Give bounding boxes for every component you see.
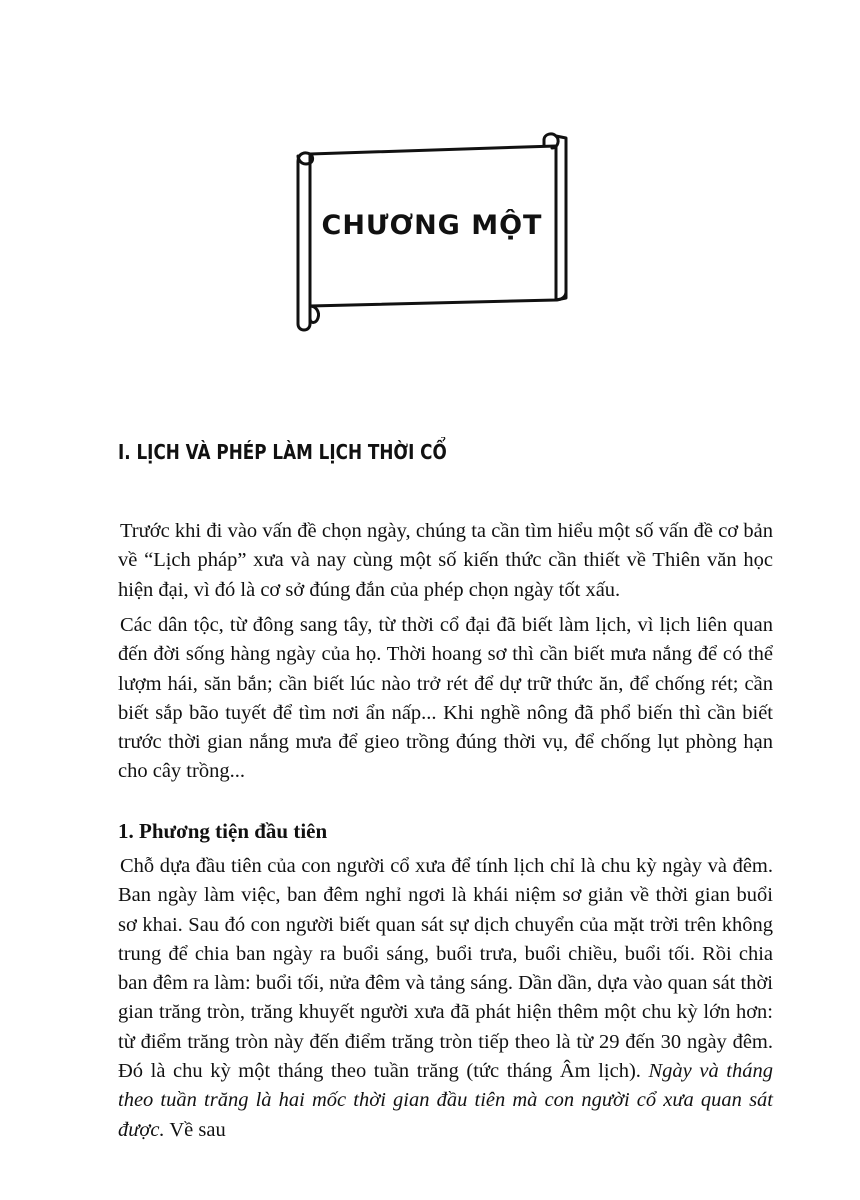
paragraph-tail: Về sau — [164, 1118, 226, 1141]
paragraph-history: Các dân tộc, từ đông sang tây, từ thời cổ đại đã biết làm lịch, vì lịch liên quan đến đời sống hàng ngày của họ. Thời hoang sơ thì cần biết mưa nắng để có thể lượm hái, săn bắn; cần biết lúc nào trở rét để dự trữ thức ăn, để chống rét; cần biết sắp bão tuyết để tìm nơi ẩn nấp... Khi nghề nông đã phổ biến thì cần biết trước thời gian nắng mưa để gieo trồng đúng thời vụ, để chống lụt phòng hạn cho cây trồng... — [118, 614, 773, 783]
subsection-heading: 1. Phương tiện đầu tiên — [118, 819, 328, 843]
paragraph-text: Chỗ dựa đầu tiên của con người cổ xưa để tính lịch chỉ là chu kỳ ngày và đêm. Ban ngày làm việc, ban đêm nghỉ ngơi là khái niệm sơ giản về thời gian buổi sơ khai. Sau đó con người biết quan sát sự dịch chuyển của mặt trời trên không trung để chia ban ngày ra buổi sáng, buổi trưa, buổi chiều, buổi tối. Rồi chia ban đêm ra làm: buổi tối, nửa đêm và tảng sáng. Dần dần, dựa vào quan sát thời gian trăng tròn, trăng khuyết người xưa đã phát hiện thêm một chu kỳ lớn hơn: từ điểm trăng tròn này đến điểm trăng tròn tiếp theo là từ 29 đến 30 ngày đêm. Đó là chu kỳ một tháng theo tuần trăng (tức tháng Âm lịch). — [118, 855, 773, 1083]
chapter-title: CHƯƠNG MỘT — [321, 210, 543, 241]
paragraph-emphasis: Ngày và tháng theo tuần trăng là hai mốc thời gian đầu tiên mà con người cổ xưa quan sát được. — [118, 1060, 773, 1141]
paragraph-first-means — [118, 852, 773, 1145]
chapter-banner — [290, 128, 572, 338]
section-heading: I. LỊCH VÀ PHÉP LÀM LỊCH THỜI CỔ — [118, 440, 447, 464]
paragraph-intro: Trước khi đi vào vấn đề chọn ngày, chúng ta cần tìm hiểu một số vấn đề cơ bản về “Lịch pháp” xưa và nay cùng một số kiến thức cần thiết về Thiên văn học hiện đại, vì đó là cơ sở đúng đắn của phép chọn ngày tốt xấu. — [118, 520, 773, 601]
